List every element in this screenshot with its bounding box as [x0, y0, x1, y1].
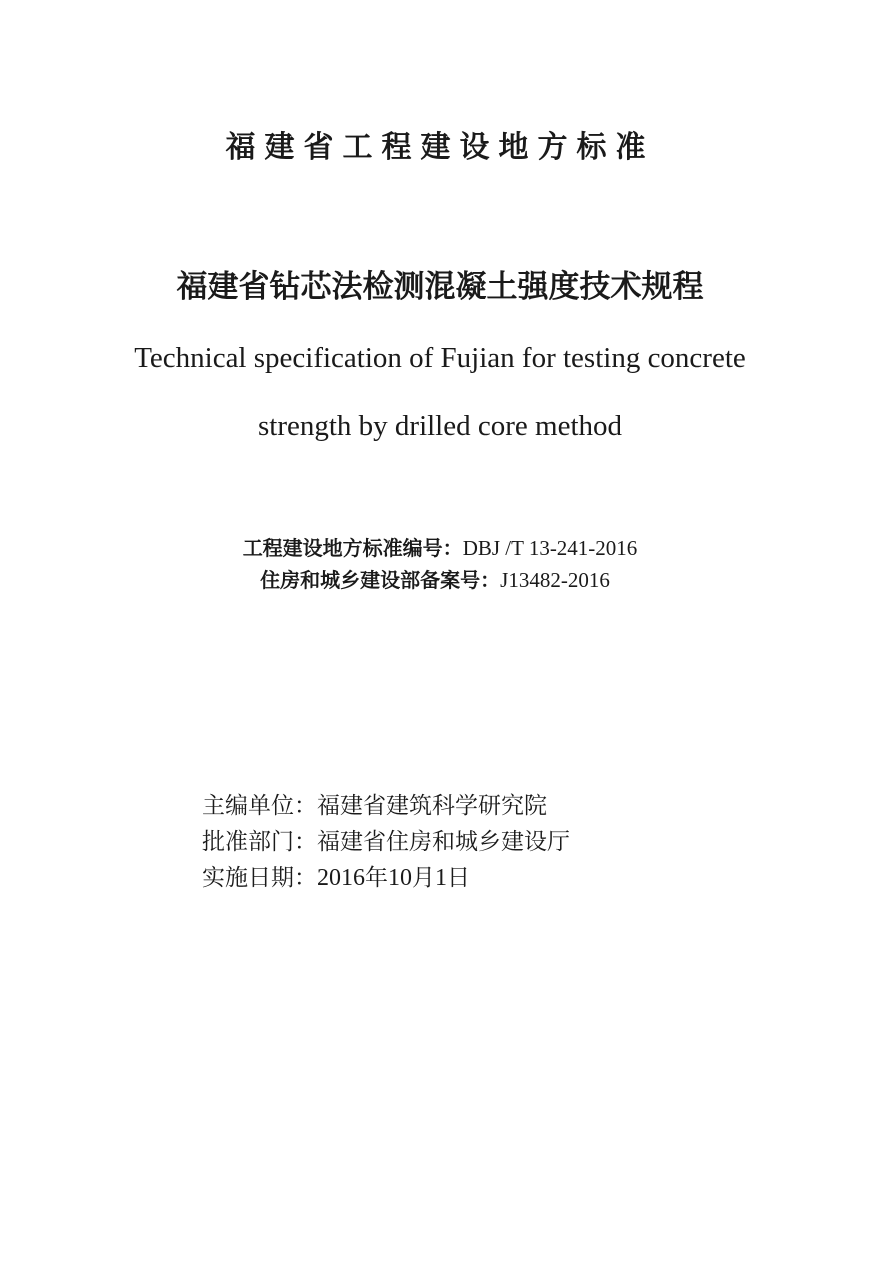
- editor-unit-value: 福建省建筑科学研究院: [317, 793, 547, 819]
- approval-department-label: 批准部门：: [202, 829, 317, 855]
- record-number-line: [0, 564, 880, 596]
- effective-date-year: 2016: [317, 865, 365, 891]
- standard-number-line: [0, 532, 880, 564]
- standard-category-heading: 福建省工程建设地方标准: [225, 130, 655, 165]
- publication-info: [202, 788, 802, 896]
- editor-unit-line: [202, 788, 802, 824]
- effective-date-month: 10: [388, 865, 412, 891]
- effective-date-year-char: 年: [365, 865, 388, 891]
- effective-date-label: 实施日期：: [202, 865, 317, 891]
- standard-number-value: DBJ /T 13-241-2016: [462, 536, 638, 560]
- editor-unit-label: 主编单位：: [202, 793, 317, 819]
- standard-number-label: 工程建设地方标准编号：: [242, 536, 463, 560]
- record-number-value: J13482-2016: [500, 568, 610, 592]
- approval-department-value: 福建省住房和城乡建设厅: [317, 829, 570, 855]
- effective-date-line: [202, 860, 802, 896]
- effective-date-month-char: 月: [412, 865, 435, 891]
- record-number-label: 住房和城乡建设部备案号：: [260, 568, 501, 592]
- document-title-chinese: 福建省钻芯法检测混凝土强度技术规程: [176, 269, 704, 305]
- standard-codes: [0, 532, 880, 596]
- approval-department-line: [202, 824, 802, 860]
- document-title-english-line-1: Technical specification of Fujian for testing concrete: [134, 342, 746, 374]
- effective-date-day: 1: [435, 865, 447, 891]
- document-title-english-line-2: strength by drilled core method: [257, 410, 622, 442]
- effective-date-day-char: 日: [447, 865, 470, 891]
